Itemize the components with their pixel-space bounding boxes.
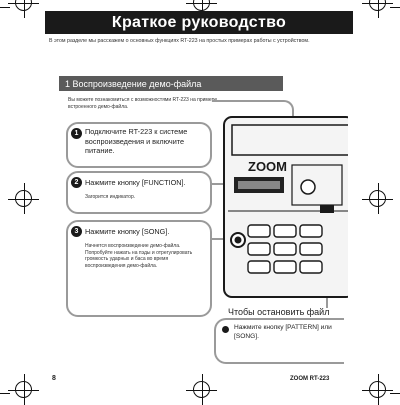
device-pads — [248, 225, 322, 273]
registration-mark-mid-left — [15, 190, 32, 207]
pad — [300, 225, 322, 237]
stop-title: Чтобы остановить файл — [228, 307, 330, 317]
trim-mark — [390, 7, 400, 8]
registration-mark-bottom-right — [369, 381, 386, 398]
trim-mark — [0, 393, 10, 394]
step-text-2: Нажмите кнопку [FUNCTION]. — [85, 178, 186, 187]
device-function-button — [320, 205, 334, 213]
step-number-3: 3 — [71, 226, 82, 237]
device-display-inner — [238, 181, 280, 189]
pad — [248, 243, 270, 255]
product-name: ZOOM RT-223 — [290, 376, 330, 382]
registration-mark-top-center — [193, 0, 210, 11]
registration-mark-bottom-left — [15, 381, 32, 398]
page-number: 8 — [52, 375, 56, 382]
pad — [300, 243, 322, 255]
section-title: 1 Воспроизведение демо-файла — [59, 76, 283, 91]
step-text-1: Подключите RT-223 к системе воспроизведения и включите питание. — [85, 127, 188, 155]
step-number-1: 1 — [71, 128, 82, 139]
device-illustration — [208, 115, 348, 305]
device-brand: ZOOM — [248, 159, 287, 174]
stop-text: Нажмите кнопку [PATTERN] или [SONG]. — [234, 324, 332, 340]
page-title: Краткое руководство — [45, 11, 353, 34]
pad — [274, 261, 296, 273]
step-number-2: 2 — [71, 177, 82, 188]
pad — [274, 243, 296, 255]
pad — [248, 261, 270, 273]
stop-bullet — [222, 326, 229, 333]
trim-mark — [390, 393, 400, 394]
device-song-button-inner — [235, 237, 242, 244]
registration-mark-bottom-center — [193, 381, 210, 398]
pad — [248, 225, 270, 237]
section-lead: Вы можете познакомиться с возможностями RT-223 на примере встроенного демо-файла. — [68, 97, 218, 110]
step-text-3: Нажмите кнопку [SONG]. — [85, 227, 170, 236]
pad — [274, 225, 296, 237]
registration-mark-mid-right — [369, 190, 386, 207]
device-knob — [301, 180, 315, 194]
trim-mark — [0, 7, 10, 8]
registration-mark-top-left — [15, 0, 32, 11]
step-note-2: Загорится индикатор. — [85, 194, 136, 200]
pad — [300, 261, 322, 273]
registration-mark-top-right — [369, 0, 386, 11]
intro-text: В этом разделе мы расскажем о основных функциях RT-223 на простых примерах работы с устройством. — [49, 38, 310, 44]
step-note-3: Начнется воспроизведение демо-файла. Попробуйте нажать на пэды и отрегулировать громкость ударных и баса во время воспроизведения демо-файла. — [85, 243, 193, 269]
